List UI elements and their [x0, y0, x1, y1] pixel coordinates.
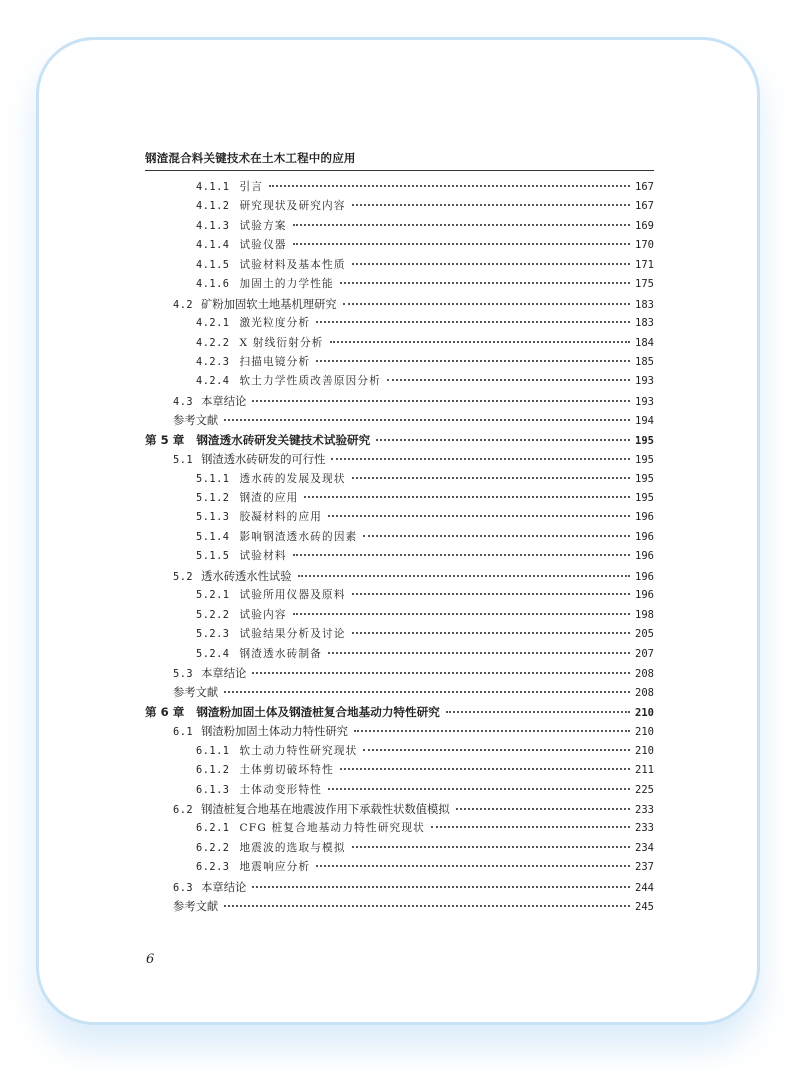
- toc-entry-title: 地震响应分析: [239, 861, 311, 874]
- toc-leader-dots: [352, 632, 630, 634]
- toc-entry-number: 5.2.4: [196, 647, 230, 660]
- toc-entry-title: 试验方案: [239, 219, 287, 232]
- toc-entry-page: 195: [635, 472, 654, 485]
- toc-entry-number: 4.1.5: [196, 258, 230, 271]
- toc-entry-title: 钢渣的应用: [239, 492, 299, 504]
- toc-entry-title: 试验仪器: [239, 239, 287, 252]
- toc-section-entry: [145, 742, 654, 761]
- toc-entry-number: 6.2.1: [196, 822, 230, 835]
- toc-entry-page: 183: [635, 298, 654, 311]
- toc-section-entry: [145, 178, 654, 197]
- toc-entry-page: 196: [635, 570, 654, 583]
- toc-entry-page: 233: [635, 822, 654, 835]
- toc-leader-dots: [354, 730, 630, 732]
- toc-section-entry: [145, 645, 654, 664]
- toc-leader-dots: [352, 263, 630, 265]
- toc-entry-title: 引言: [239, 181, 264, 193]
- toc-entry-number: 6.1: [173, 726, 194, 739]
- toc-entry-number: 5.1: [173, 454, 194, 467]
- toc-entry-page: 169: [635, 219, 654, 232]
- toc-entry-title: 本章结论: [201, 666, 247, 680]
- toc-entry-number: 6.1.1: [196, 744, 230, 757]
- toc-references-entry: [145, 411, 654, 430]
- toc-entry-title: 软土力学性质改善原因分析: [239, 375, 382, 388]
- toc-entry-title: 软土动力特性研究现状: [239, 744, 358, 757]
- toc-entry-page: 211: [635, 764, 654, 777]
- toc-leader-dots: [293, 243, 630, 245]
- toc-entry-number: 4.1.4: [196, 239, 230, 252]
- toc-entry-page: 196: [635, 530, 654, 543]
- toc-entry-number: 6.2.3: [196, 861, 230, 874]
- toc-entry-title: 影响钢渣透水砖的因素: [239, 530, 358, 543]
- toc-leader-dots: [331, 458, 630, 460]
- toc-section-entry: [145, 470, 654, 489]
- toc-entry-page: 193: [635, 375, 654, 388]
- toc-entry-number: 4.2.3: [196, 355, 230, 368]
- toc-leader-dots: [316, 321, 630, 323]
- toc-leader-dots: [330, 341, 630, 343]
- toc-leader-dots: [224, 419, 630, 421]
- toc-entry-page: 196: [635, 511, 654, 524]
- toc-leader-dots: [352, 593, 630, 595]
- toc-entry-title: 参考文献: [173, 414, 219, 428]
- toc-entry-number: 4.2.4: [196, 375, 230, 388]
- toc-entry-title: 透水砖透水性试验: [201, 569, 292, 583]
- toc-entry-page: 193: [635, 395, 654, 408]
- toc-leader-dots: [363, 535, 630, 537]
- toc-section-entry: [145, 275, 654, 294]
- running-head: 钢渣混合料关键技术在土木工程中的应用: [145, 151, 356, 165]
- toc-leader-dots: [376, 439, 630, 441]
- toc-section-entry: [145, 839, 654, 858]
- toc-leader-dots: [343, 303, 630, 305]
- toc-section-entry: [145, 392, 654, 411]
- toc-entry-title: 加固土的力学性能: [239, 278, 334, 291]
- toc-entry-number: 4.2.1: [196, 317, 230, 330]
- toc-entry-page: 195: [635, 492, 654, 504]
- toc-section-entry: [145, 217, 654, 236]
- toc-entry-title: 钢渣透水砖研发关键技术试验研究: [196, 432, 371, 447]
- toc-entry-title: 钢渣桩复合地基在地震波作用下承载性状数值模拟: [201, 803, 450, 816]
- toc-entry-number: 4.1.2: [196, 200, 230, 213]
- toc-entry-title: 土体剪切破坏特性: [239, 764, 334, 777]
- toc-leader-dots: [340, 768, 630, 770]
- toc-leader-dots: [293, 554, 630, 556]
- table-of-contents: [145, 178, 654, 917]
- toc-entry-number: 4.2.2: [196, 336, 230, 349]
- toc-entry-number: 5.2: [173, 570, 194, 583]
- toc-entry-page: 167: [635, 200, 654, 213]
- toc-entry-title: 透水砖的发展及现状: [239, 472, 346, 485]
- toc-leader-dots: [252, 886, 630, 888]
- toc-entry-number: 6.2: [173, 804, 194, 816]
- toc-leader-dots: [328, 652, 630, 654]
- toc-entry-title: 土体动变形特性: [239, 783, 323, 796]
- toc-entry-page: 198: [635, 608, 654, 621]
- toc-entry-title: 试验材料: [239, 550, 287, 563]
- toc-entry-title: 钢渣粉加固土体及钢渣桩复合地基动力特性研究: [196, 704, 440, 719]
- toc-section-entry: [145, 625, 654, 644]
- toc-section-entry: [145, 372, 654, 391]
- toc-entry-number: 第 5 章: [145, 432, 185, 447]
- toc-references-entry: [145, 897, 654, 916]
- toc-entry-title: 矿粉加固软土地基机理研究: [201, 297, 337, 311]
- toc-leader-dots: [431, 826, 630, 828]
- toc-entry-page: 196: [635, 550, 654, 563]
- toc-references-entry: [145, 683, 654, 702]
- toc-entry-number: 6.1.3: [196, 783, 230, 796]
- toc-leader-dots: [298, 575, 631, 577]
- toc-entry-number: 5.2.3: [196, 628, 230, 641]
- toc-entry-page: 196: [635, 589, 654, 602]
- toc-entry-title: 激光粒度分析: [239, 317, 311, 330]
- toc-entry-title: 钢渣粉加固土体动力特性研究: [201, 725, 348, 739]
- toc-entry-title: 本章结论: [201, 880, 247, 894]
- toc-entry-title: 试验所用仪器及原料: [239, 589, 346, 602]
- toc-entry-number: 4.2: [173, 298, 194, 311]
- toc-entry-number: 6.2.2: [196, 841, 230, 854]
- toc-entry-title: 地震波的选取与模拟: [239, 841, 346, 854]
- toc-leader-dots: [446, 711, 630, 713]
- toc-entry-number: 4.1.6: [196, 278, 230, 291]
- toc-entry-title: 钢渣透水砖研发的可行性: [201, 453, 326, 467]
- toc-section-entry: [145, 353, 654, 372]
- toc-entry-number: 5.1.5: [196, 550, 230, 563]
- toc-entry-number: 5.1.1: [196, 472, 230, 485]
- toc-entry-page: 184: [635, 336, 654, 349]
- toc-entry-page: 210: [635, 726, 654, 739]
- toc-entry-page: 195: [635, 454, 654, 467]
- toc-entry-page: 205: [635, 628, 654, 641]
- toc-leader-dots: [293, 613, 630, 615]
- toc-leader-dots: [269, 185, 630, 187]
- toc-section-entry: [145, 664, 654, 683]
- toc-leader-dots: [224, 905, 630, 907]
- toc-entry-title: 参考文献: [173, 900, 219, 914]
- toc-leader-dots: [293, 224, 630, 226]
- toc-entry-page: 208: [635, 667, 654, 680]
- toc-leader-dots: [304, 496, 630, 498]
- toc-entry-number: 4.1.1: [196, 181, 230, 193]
- toc-entry-page: 233: [635, 804, 654, 816]
- toc-entry-page: 167: [635, 181, 654, 193]
- toc-entry-page: 171: [635, 258, 654, 271]
- toc-entry-number: 5.1.3: [196, 511, 230, 524]
- toc-section-entry: [145, 878, 654, 897]
- toc-leader-dots: [328, 515, 630, 517]
- toc-entry-number: 4.3: [173, 395, 194, 408]
- toc-entry-number: 5.1.2: [196, 492, 230, 504]
- toc-entry-page: 210: [635, 744, 654, 757]
- toc-leader-dots: [363, 749, 630, 751]
- toc-section-entry: [145, 547, 654, 566]
- toc-section-entry: [145, 489, 654, 508]
- toc-entry-number: 5.3: [173, 667, 194, 680]
- toc-entry-page: 195: [635, 434, 654, 447]
- toc-leader-dots: [340, 282, 630, 284]
- toc-section-entry: [145, 819, 654, 838]
- toc-leader-dots: [224, 691, 630, 693]
- toc-leader-dots: [316, 360, 630, 362]
- toc-entry-title: 试验内容: [239, 608, 287, 621]
- toc-leader-dots: [352, 204, 630, 206]
- toc-section-entry: [145, 722, 654, 741]
- toc-entry-number: 第 6 章: [145, 704, 185, 719]
- toc-section-entry: [145, 256, 654, 275]
- toc-entry-number: 4.1.3: [196, 219, 230, 232]
- toc-section-entry: [145, 450, 654, 469]
- toc-entry-number: 6.3: [173, 881, 194, 894]
- toc-section-entry: [145, 528, 654, 547]
- toc-section-entry: [145, 800, 654, 819]
- toc-entry-title: 钢渣透水砖制备: [239, 647, 323, 660]
- toc-entry-page: 207: [635, 647, 654, 660]
- toc-leader-dots: [352, 477, 630, 479]
- toc-section-entry: [145, 334, 654, 353]
- toc-entry-page: 183: [635, 317, 654, 330]
- toc-section-entry: [145, 508, 654, 527]
- toc-leader-dots: [252, 672, 630, 674]
- toc-entry-title: 本章结论: [201, 394, 247, 408]
- toc-entry-page: 170: [635, 239, 654, 252]
- toc-chapter-entry: [145, 431, 654, 450]
- toc-entry-page: 210: [635, 706, 654, 719]
- toc-chapter-entry: [145, 703, 654, 722]
- toc-entry-page: 245: [635, 901, 654, 914]
- toc-entry-title: X 射线衍射分析: [239, 336, 324, 349]
- toc-leader-dots: [456, 808, 630, 810]
- toc-entry-page: 237: [635, 861, 654, 874]
- toc-entry-title: 扫描电镜分析: [239, 355, 311, 368]
- toc-section-entry: [145, 295, 654, 314]
- toc-entry-page: 175: [635, 278, 654, 291]
- toc-section-entry: [145, 314, 654, 333]
- page-number: 6: [146, 952, 155, 967]
- toc-section-entry: [145, 586, 654, 605]
- toc-entry-page: 194: [635, 415, 654, 428]
- toc-entry-number: 5.1.4: [196, 530, 230, 543]
- toc-leader-dots: [252, 400, 630, 402]
- toc-leader-dots: [352, 846, 630, 848]
- toc-entry-title: CFG 桩复合地基动力特性研究现状: [239, 822, 425, 835]
- toc-entry-number: 5.2.2: [196, 608, 230, 621]
- toc-entry-title: 参考文献: [173, 686, 219, 700]
- toc-entry-page: 244: [635, 881, 654, 894]
- header-rule: [145, 170, 654, 171]
- toc-section-entry: [145, 761, 654, 780]
- toc-leader-dots: [316, 865, 630, 867]
- toc-entry-page: 208: [635, 687, 654, 700]
- toc-entry-title: 胶凝材料的应用: [239, 511, 323, 524]
- toc-section-entry: [145, 858, 654, 877]
- toc-entry-page: 225: [635, 783, 654, 796]
- toc-entry-title: 试验材料及基本性质: [239, 258, 346, 271]
- toc-entry-page: 234: [635, 841, 654, 854]
- toc-entry-title: 研究现状及研究内容: [239, 200, 346, 213]
- toc-leader-dots: [328, 788, 630, 790]
- toc-section-entry: [145, 236, 654, 255]
- toc-entry-title: 试验结果分析及讨论: [239, 628, 346, 641]
- toc-section-entry: [145, 781, 654, 800]
- toc-entry-page: 185: [635, 355, 654, 368]
- toc-leader-dots: [387, 379, 630, 381]
- toc-entry-number: 6.1.2: [196, 764, 230, 777]
- toc-section-entry: [145, 606, 654, 625]
- toc-section-entry: [145, 197, 654, 216]
- toc-section-entry: [145, 567, 654, 586]
- toc-entry-number: 5.2.1: [196, 589, 230, 602]
